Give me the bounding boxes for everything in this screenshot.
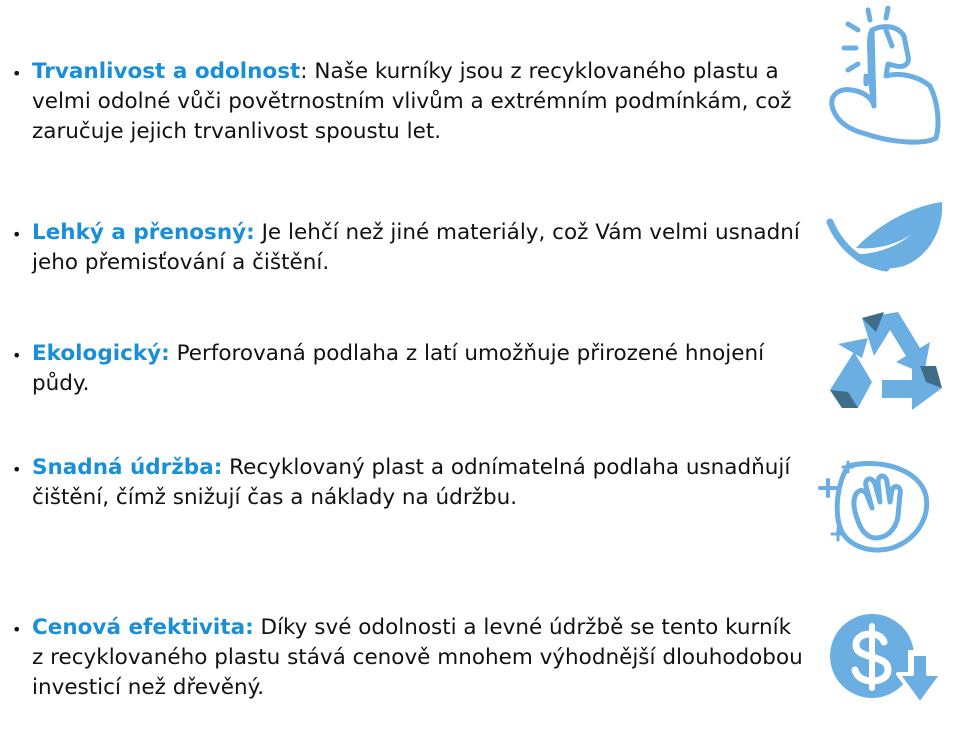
feature-item-ecological — [12, 339, 806, 399]
feature-item-cost-efficiency — [12, 613, 806, 703]
bullet: • — [12, 225, 22, 244]
feature-label: Trvanlivost a odolnost — [32, 59, 301, 84]
label-separator: : — [300, 59, 308, 84]
feather-icon — [826, 198, 946, 274]
feature-description: Naše kurníky jsou z recyklovaného plastu a velmi odolné vůči povětrnostním vlivům a extrémním podmínkám, což zaručuje jejich trvanlivost spoustu let. — [32, 59, 792, 144]
feature-text — [32, 218, 806, 278]
feature-label: Lehký a přenosný: — [32, 220, 255, 245]
feature-text — [32, 339, 806, 399]
feature-label: Cenová efektivita: — [32, 615, 254, 640]
dollar-down-icon — [828, 612, 948, 710]
feature-description: Recyklovaný plast a odnímatelná podlaha usnadňují čištění, čímž snižují čas a náklady na údržbu. — [32, 455, 791, 510]
feature-label: Ekologický: — [32, 341, 170, 366]
bullet: • — [12, 64, 22, 83]
feature-item-easy-maintenance — [12, 453, 806, 513]
feature-description: Je lehčí než jiné materiály, což Vám velmi usnadní jeho přemisťování a čištění. — [32, 220, 800, 275]
feature-item-lightweight — [12, 218, 806, 278]
feature-label: Snadná údržba: — [32, 455, 223, 480]
flexed-arm-icon — [826, 6, 946, 148]
cleaning-hand-icon — [812, 456, 932, 556]
feature-text — [32, 453, 806, 513]
feature-text — [32, 613, 806, 703]
bullet: • — [12, 346, 22, 365]
bullet: • — [12, 620, 22, 639]
feature-description: Díky své odolnosti a levné údržbě se tento kurník z recyklovaného plastu stává cenově mnohem výhodnější dlouhodobou investicí než dřevěný. — [32, 615, 803, 700]
recycle-icon — [828, 308, 944, 420]
feature-description: Perforovaná podlaha z latí umožňuje přirozené hnojení půdy. — [32, 341, 765, 396]
feature-text — [32, 57, 806, 147]
feature-item-durability — [12, 57, 806, 147]
bullet: • — [12, 460, 22, 479]
